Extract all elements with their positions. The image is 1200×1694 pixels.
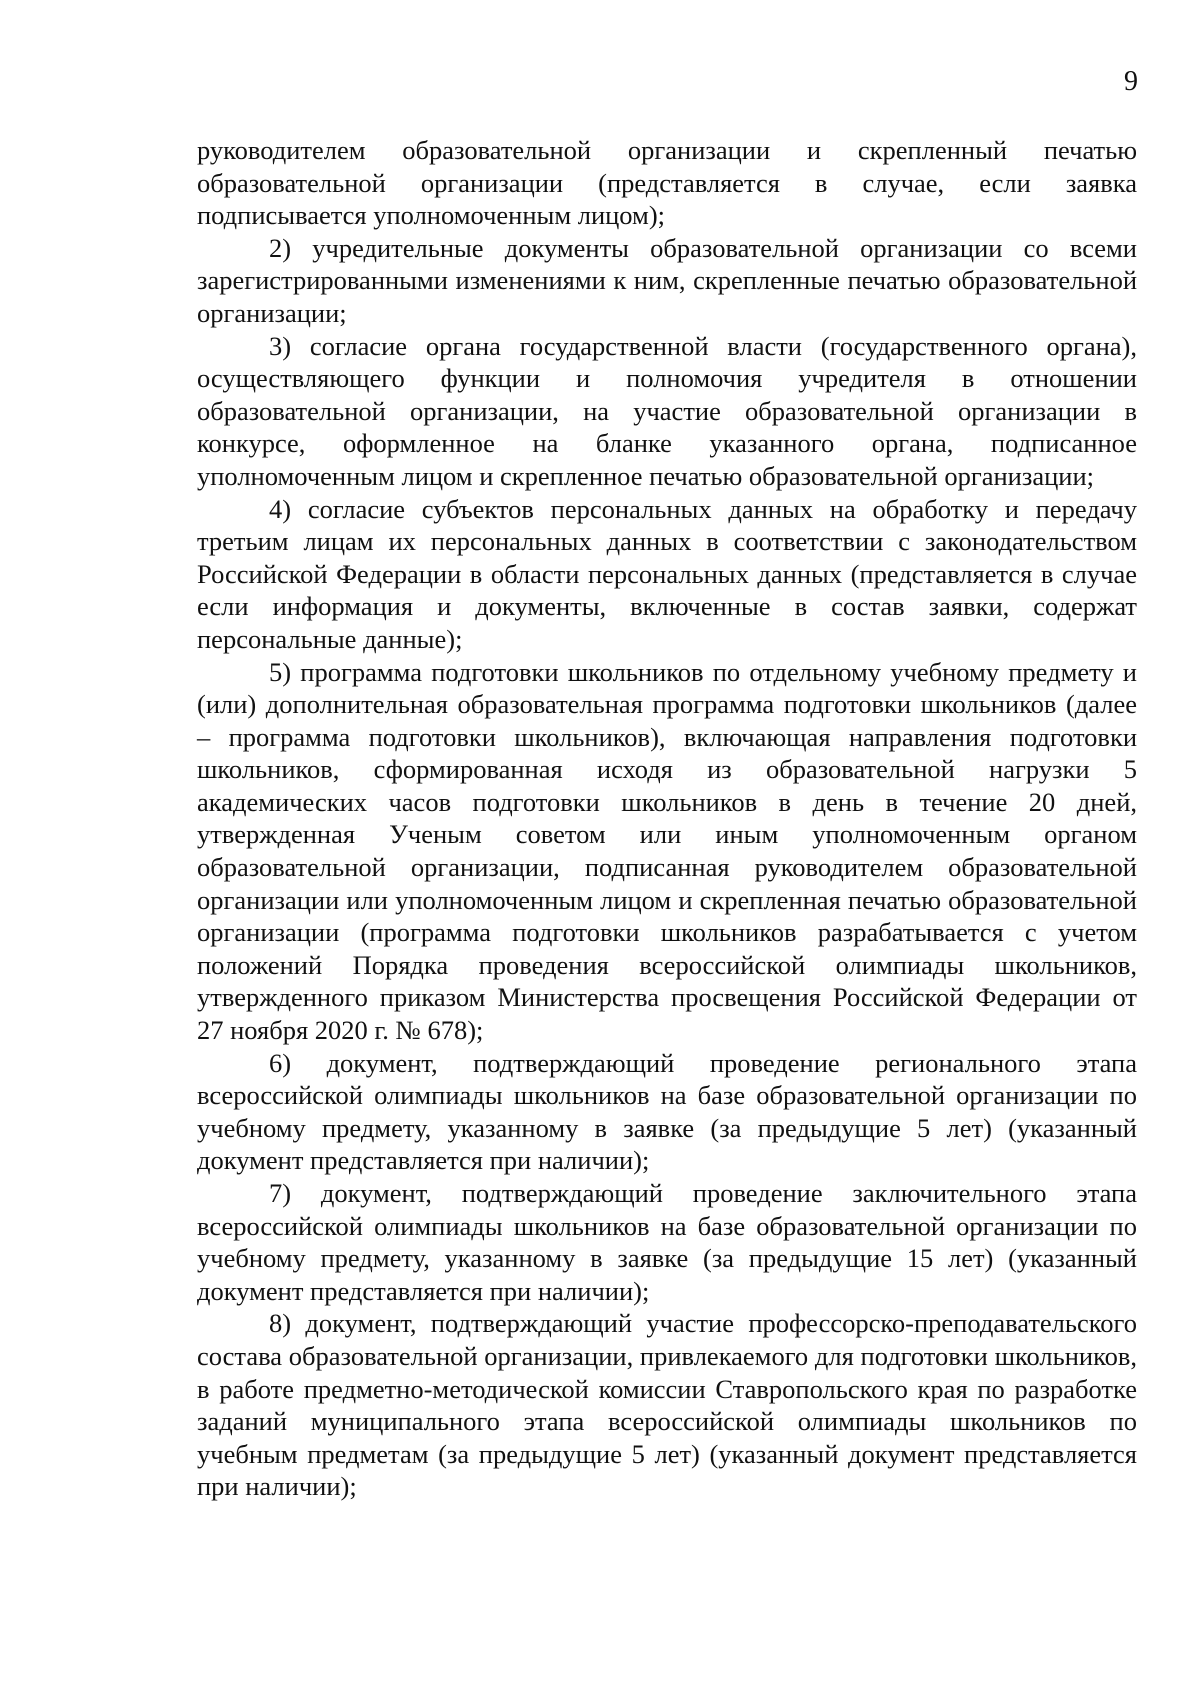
paragraph-item-3: 3) согласие органа государственной власти (государственного органа), осуществляющего функции и полномочия учредителя в отношении образовательной организации, на участие образовательной организации в конкурсе, оформленное на бланке указанного органа, подписанное уполномоченным лицом и скрепленное печатью образовательной организации;	[197, 330, 1137, 491]
document-body	[197, 134, 1137, 1503]
paragraph-item-4: 4) согласие субъектов персональных данных на обработку и передачу третьим лицам их персональных данных в соответствии с законодательством Российской Федерации в области персональных данных (представляется в случае если информация и документы, включенные в состав заявки, содержат персональные данные);	[197, 493, 1137, 654]
paragraph-item-2: 2) учредительные документы образовательной организации со всеми зарегистрированными изменениями к ним, скрепленные печатью образовательной организации;	[197, 232, 1137, 328]
paragraph-item-5: 5) программа подготовки школьников по отдельному учебному предмету и (или) дополнительная образовательная программа подготовки школьников (далее – программа подготовки школьников), включающая направления подготовки школьников, сформированная исходя из образовательной нагрузки 5 академических часов подготовки школьников в день в течение 20 дней, утвержденная Ученым советом или иным уполномоченным органом образовательной организации, подписанная руководителем образовательной организации или уполномоченным лицом и скрепленная печатью образовательной организации (программа подготовки школьников разрабатывается с учетом положений Порядка проведения всероссийской олимпиады школьников, утвержденного приказом Министерства просвещения Российской Федерации от 27 ноября 2020 г. № 678);	[197, 656, 1137, 1046]
paragraph-item-6: 6) документ, подтверждающий проведение регионального этапа всероссийской олимпиады школьников на базе образовательной организации по учебному предмету, указанному в заявке (за предыдущие 5 лет) (указанный документ представляется при наличии);	[197, 1047, 1137, 1176]
paragraph-continuation: руководителем образовательной организации и скрепленный печатью образовательной организации (представляется в случае, если заявка подписывается уполномоченным лицом);	[197, 135, 1137, 231]
paragraph-item-7: 7) документ, подтверждающий проведение заключительного этапа всероссийской олимпиады школьников на базе образовательной организации по учебному предмету, указанному в заявке (за предыдущие 15 лет) (указанный документ представляется при наличии);	[197, 1178, 1137, 1306]
page-number: 9	[1124, 66, 1138, 97]
paragraph-item-8: 8) документ, подтверждающий участие профессорско-преподавательского состава образовательной организации, привлекаемого для подготовки школьников, в работе предметно-методической комиссии Ставропольского края по разработке заданий муниципального этапа всероссийской олимпиады школьников по учебным предметам (за предыдущие 5 лет) (указанный документ представляется при наличии);	[197, 1308, 1137, 1502]
